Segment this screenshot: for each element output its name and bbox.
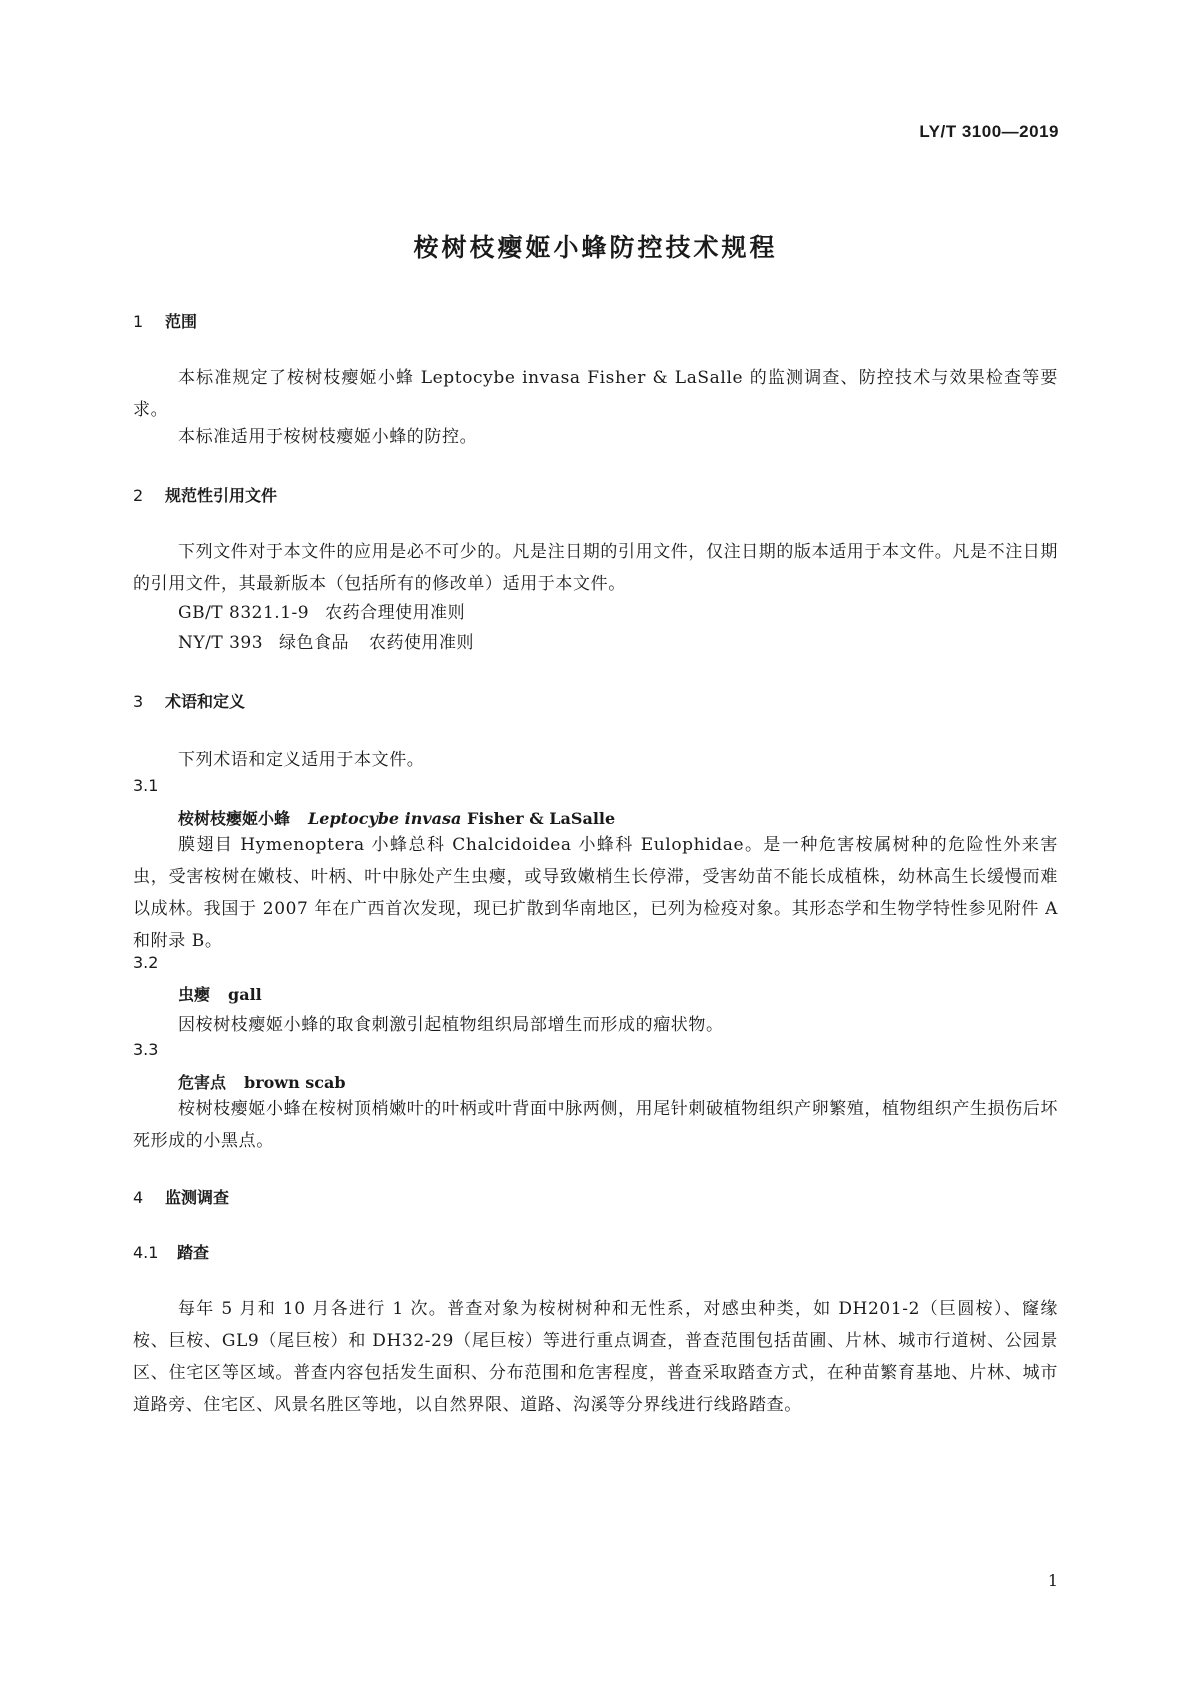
section-number: 3 (133, 692, 144, 711)
reference-code: GB/T 8321.1-9 (178, 603, 310, 623)
section-2-heading (133, 483, 277, 506)
term-english (308, 809, 615, 828)
term-definition: 因桉树枝瘿姬小蜂的取食刺激引起植物组织局部增生而形成的瘤状物。 (178, 1015, 724, 1035)
section-1-paragraph-2: 本标准适用于桉树枝瘿姬小蜂的防控。 (178, 427, 478, 447)
section-4-heading (133, 1185, 229, 1208)
term-number: 3.1 (133, 776, 159, 795)
term-heading (178, 806, 615, 829)
section-3-intro: 下列术语和定义适用于本文件。 (178, 750, 425, 770)
section-number: 4 (133, 1188, 144, 1207)
term-english: brown scab (244, 1073, 346, 1092)
section-title: 范围 (165, 312, 198, 331)
reference-title: 绿色食品 (279, 633, 350, 653)
section-title: 规范性引用文件 (165, 486, 278, 505)
term-author: Fisher & LaSalle (467, 809, 616, 828)
normative-reference (178, 628, 474, 653)
term-heading (178, 982, 262, 1005)
section-number: 1 (133, 312, 144, 331)
subsection-4-1-paragraph: 每年 5 月和 10 月各进行 1 次。普查对象为桉树树种和无性系，对感虫种类，如 DH201-2（巨圆桉）、窿缘桉、巨桉、GL9（尾巨桉）和 DH32-29（尾巨桉）等进行重点调查，普查范围包括苗圃、片林、城市行道树、公园景区、住宅区等区域。普查内容包括发生面积、分布范围和危害程度，普查采取踏查方式，在种苗繁育基地、片林、城市道路旁、住宅区、风景名胜区等地，以自然界限、道路、沟溪等分界线进行线路踏查。 (133, 1299, 1058, 1415)
term-chinese: 危害点 (178, 1073, 227, 1092)
reference-title: 农药合理使用准则 (325, 603, 466, 623)
reference-title: 农药使用准则 (369, 633, 475, 653)
section-2-paragraph: 下列文件对于本文件的应用是必不可少的。凡是注日期的引用文件，仅注日期的版本适用于本文件。凡是不注日期的引用文件，其最新版本（包括所有的修改单）适用于本文件。 (133, 542, 1058, 594)
normative-reference (178, 598, 465, 623)
term-chinese: 虫瘿 (178, 985, 211, 1004)
reference-code: NY/T 393 (178, 633, 264, 653)
term-number: 3.3 (133, 1040, 159, 1059)
section-1-heading (133, 309, 197, 332)
document-title: 桉树枝瘿姬小蜂防控技术规程 (413, 233, 778, 262)
section-title: 监测调查 (165, 1188, 230, 1207)
section-title: 术语和定义 (165, 692, 246, 711)
section-number: 2 (133, 486, 144, 505)
section-1-paragraph-1: 本标准规定了桉树枝瘿姬小蜂 Leptocybe invasa Fisher & LaSalle 的监测调查、防控技术与效果检查等要求。 (133, 368, 1058, 420)
term-definition: 桉树枝瘿姬小蜂在桉树顶梢嫩叶的叶柄或叶背面中脉两侧，用尾针刺破植物组织产卵繁殖，植物组织产生损伤后坏死形成的小黑点。 (133, 1099, 1058, 1151)
term-latin-name: Leptocybe invasa (308, 809, 462, 828)
term-english: gall (228, 985, 262, 1004)
document-code: LY/T 3100—2019 (919, 122, 1059, 141)
term-chinese: 桉树枝瘿姬小蜂 (178, 809, 291, 828)
term-number: 3.2 (133, 953, 159, 972)
term-heading (178, 1070, 346, 1093)
section-3-heading (133, 689, 245, 712)
subsection-4-1-heading (133, 1240, 209, 1263)
subsection-title: 踏查 (177, 1243, 210, 1262)
page-number: 1 (1047, 1571, 1058, 1590)
subsection-number: 4.1 (133, 1243, 159, 1262)
term-definition: 膜翅目 Hymenoptera 小蜂总科 Chalcidoidea 小蜂科 Eulophidae。是一种危害桉属树种的危险性外来害虫，受害桉树在嫩枝、叶柄、叶中脉处产生虫瘿，或导致嫩梢生长停滞，受害幼苗不能长成植株，幼林高生长缓慢而难以成林。我国于 2007 年在广西首次发现，现已扩散到华南地区，已列为检疫对象。其形态学和生物学特性参见附件 A 和附录 B。 (133, 835, 1058, 951)
